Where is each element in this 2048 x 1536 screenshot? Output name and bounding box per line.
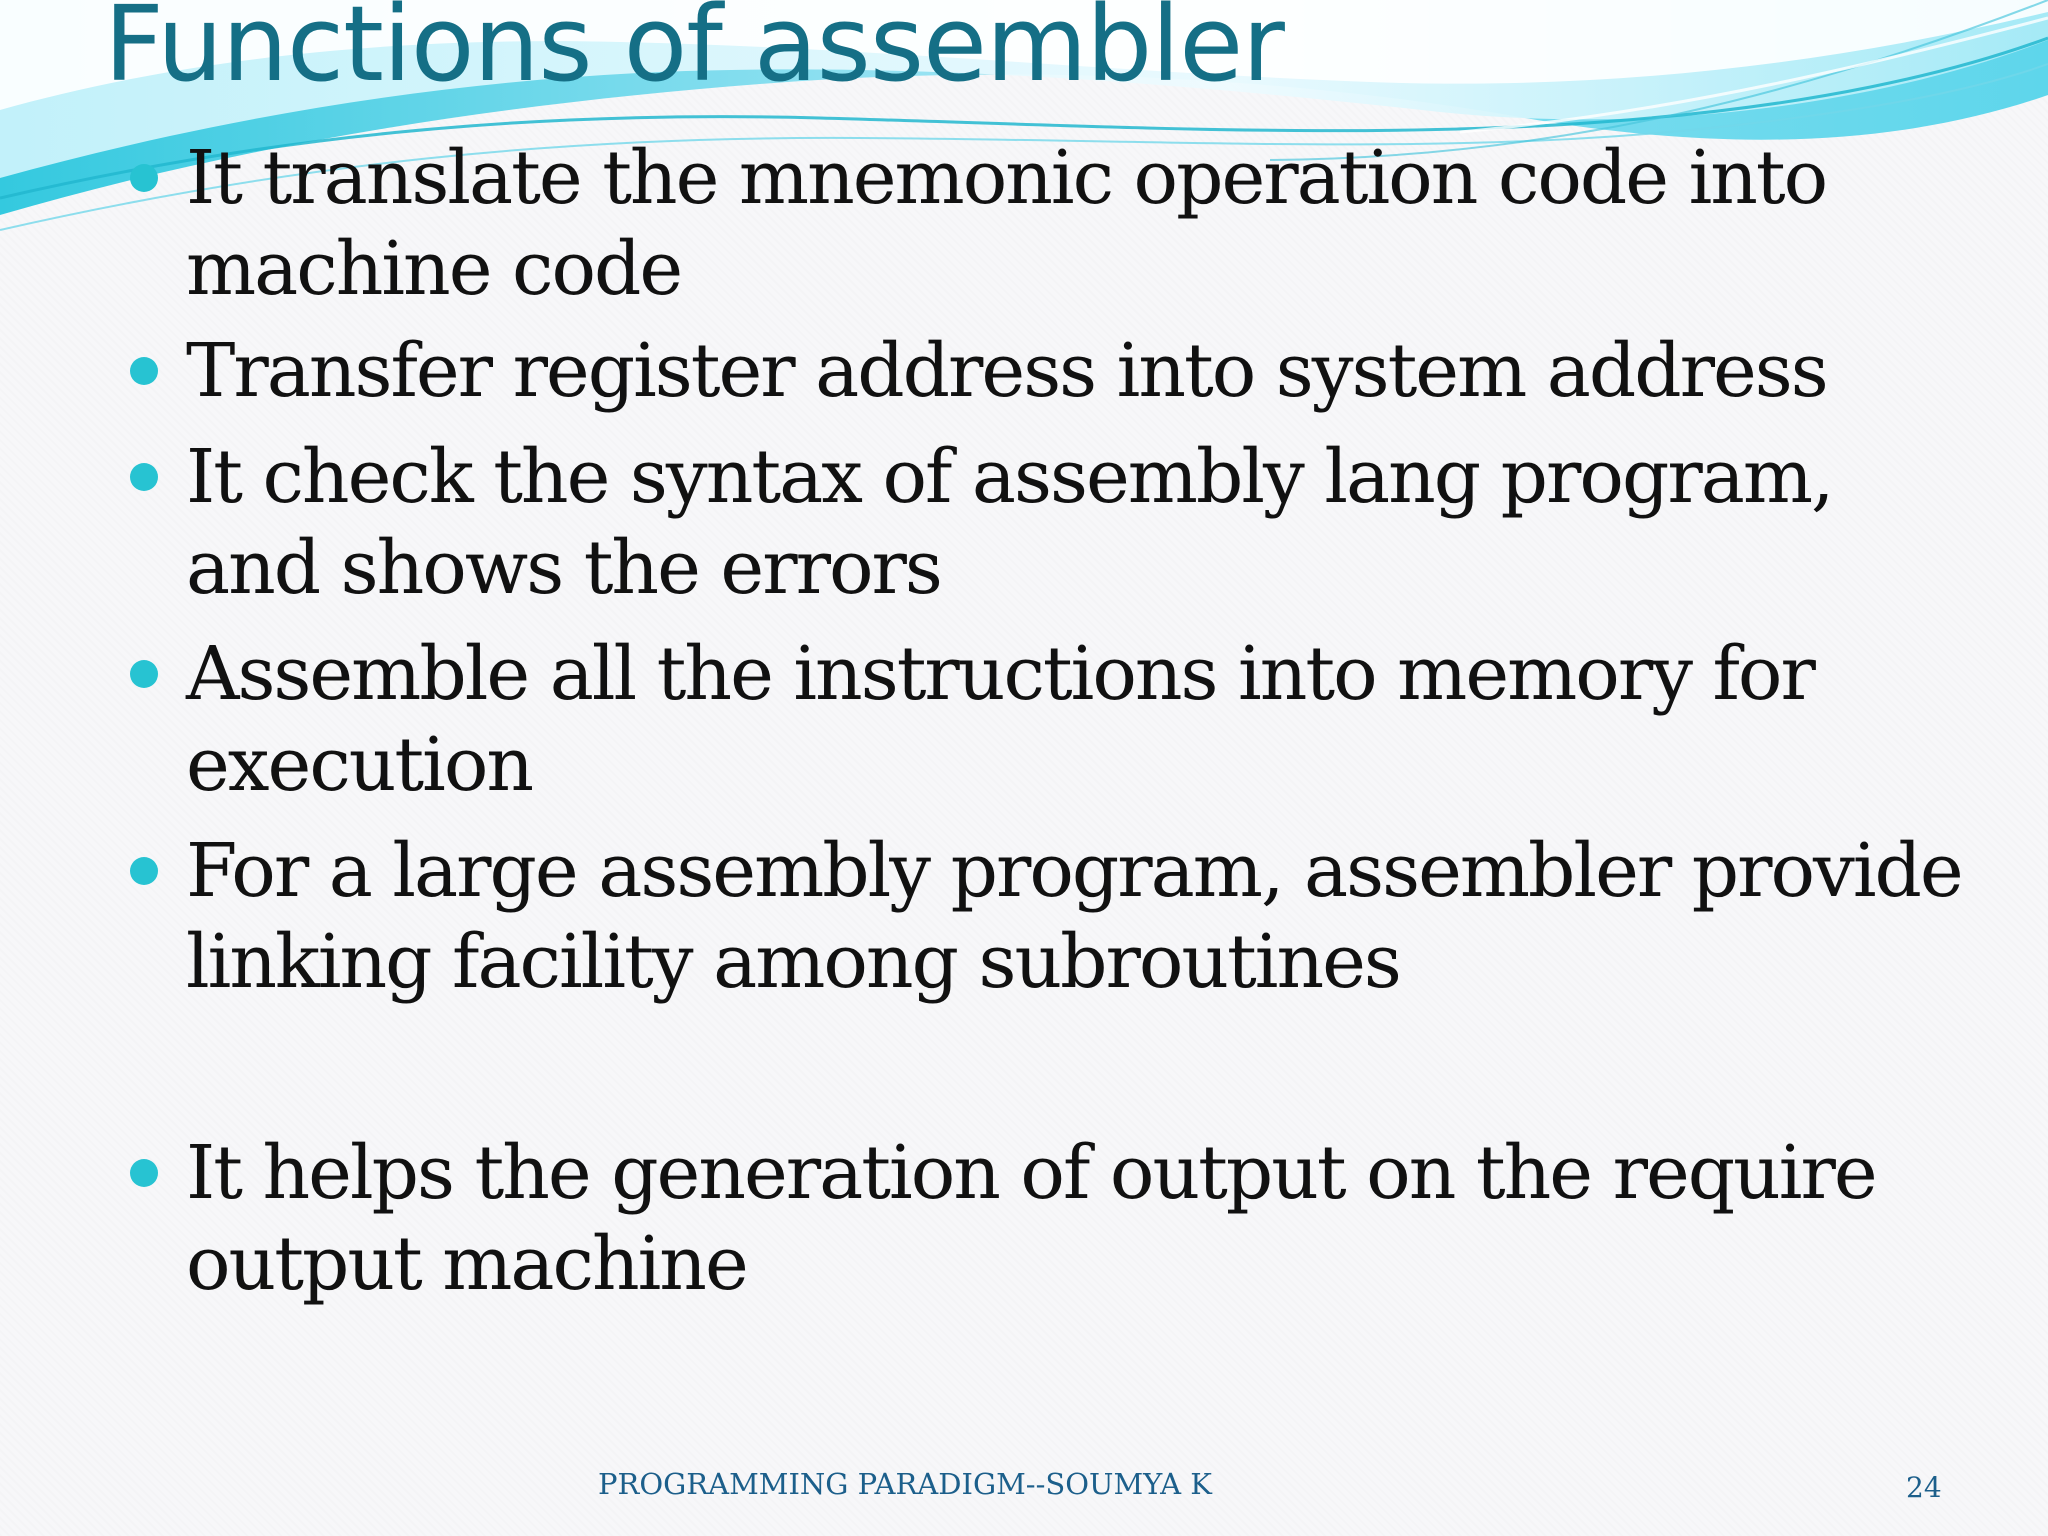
bullet-item-4	[186, 629, 1986, 811]
bullet-text: It check the syntax of assembly lang program, and shows the errors	[186, 434, 1833, 611]
footer-text: PROGRAMMING PARADIGM--SOUMYA K	[598, 1467, 1212, 1501]
bullet-text: Transfer register address into system address	[186, 328, 1827, 414]
bullet-dot-icon	[130, 857, 158, 885]
slide-title: Functions of assembler	[104, 0, 1284, 105]
bullet-item-6	[186, 1128, 1986, 1310]
bullet-dot-icon	[130, 660, 158, 688]
bullet-dot-icon	[130, 357, 158, 385]
bullet-item-2	[186, 326, 1986, 417]
bullet-text: It helps the generation of output on the require output machine	[186, 1130, 1876, 1307]
bullet-dot-icon	[130, 1159, 158, 1187]
bullet-item-3	[186, 432, 1986, 614]
bullet-dot-icon	[130, 463, 158, 491]
bullet-text: It translate the mnemonic operation code into machine code	[186, 135, 1827, 312]
page-number: 24	[1906, 1471, 1942, 1504]
bullet-dot-icon	[130, 164, 158, 192]
bullet-item-1	[186, 133, 1986, 315]
bullet-text: For a large assembly program, assembler provide linking facility among subroutines	[186, 828, 1962, 1005]
bullet-item-5	[186, 826, 1986, 1008]
bullet-text: Assemble all the instructions into memory for execution	[186, 631, 1814, 808]
